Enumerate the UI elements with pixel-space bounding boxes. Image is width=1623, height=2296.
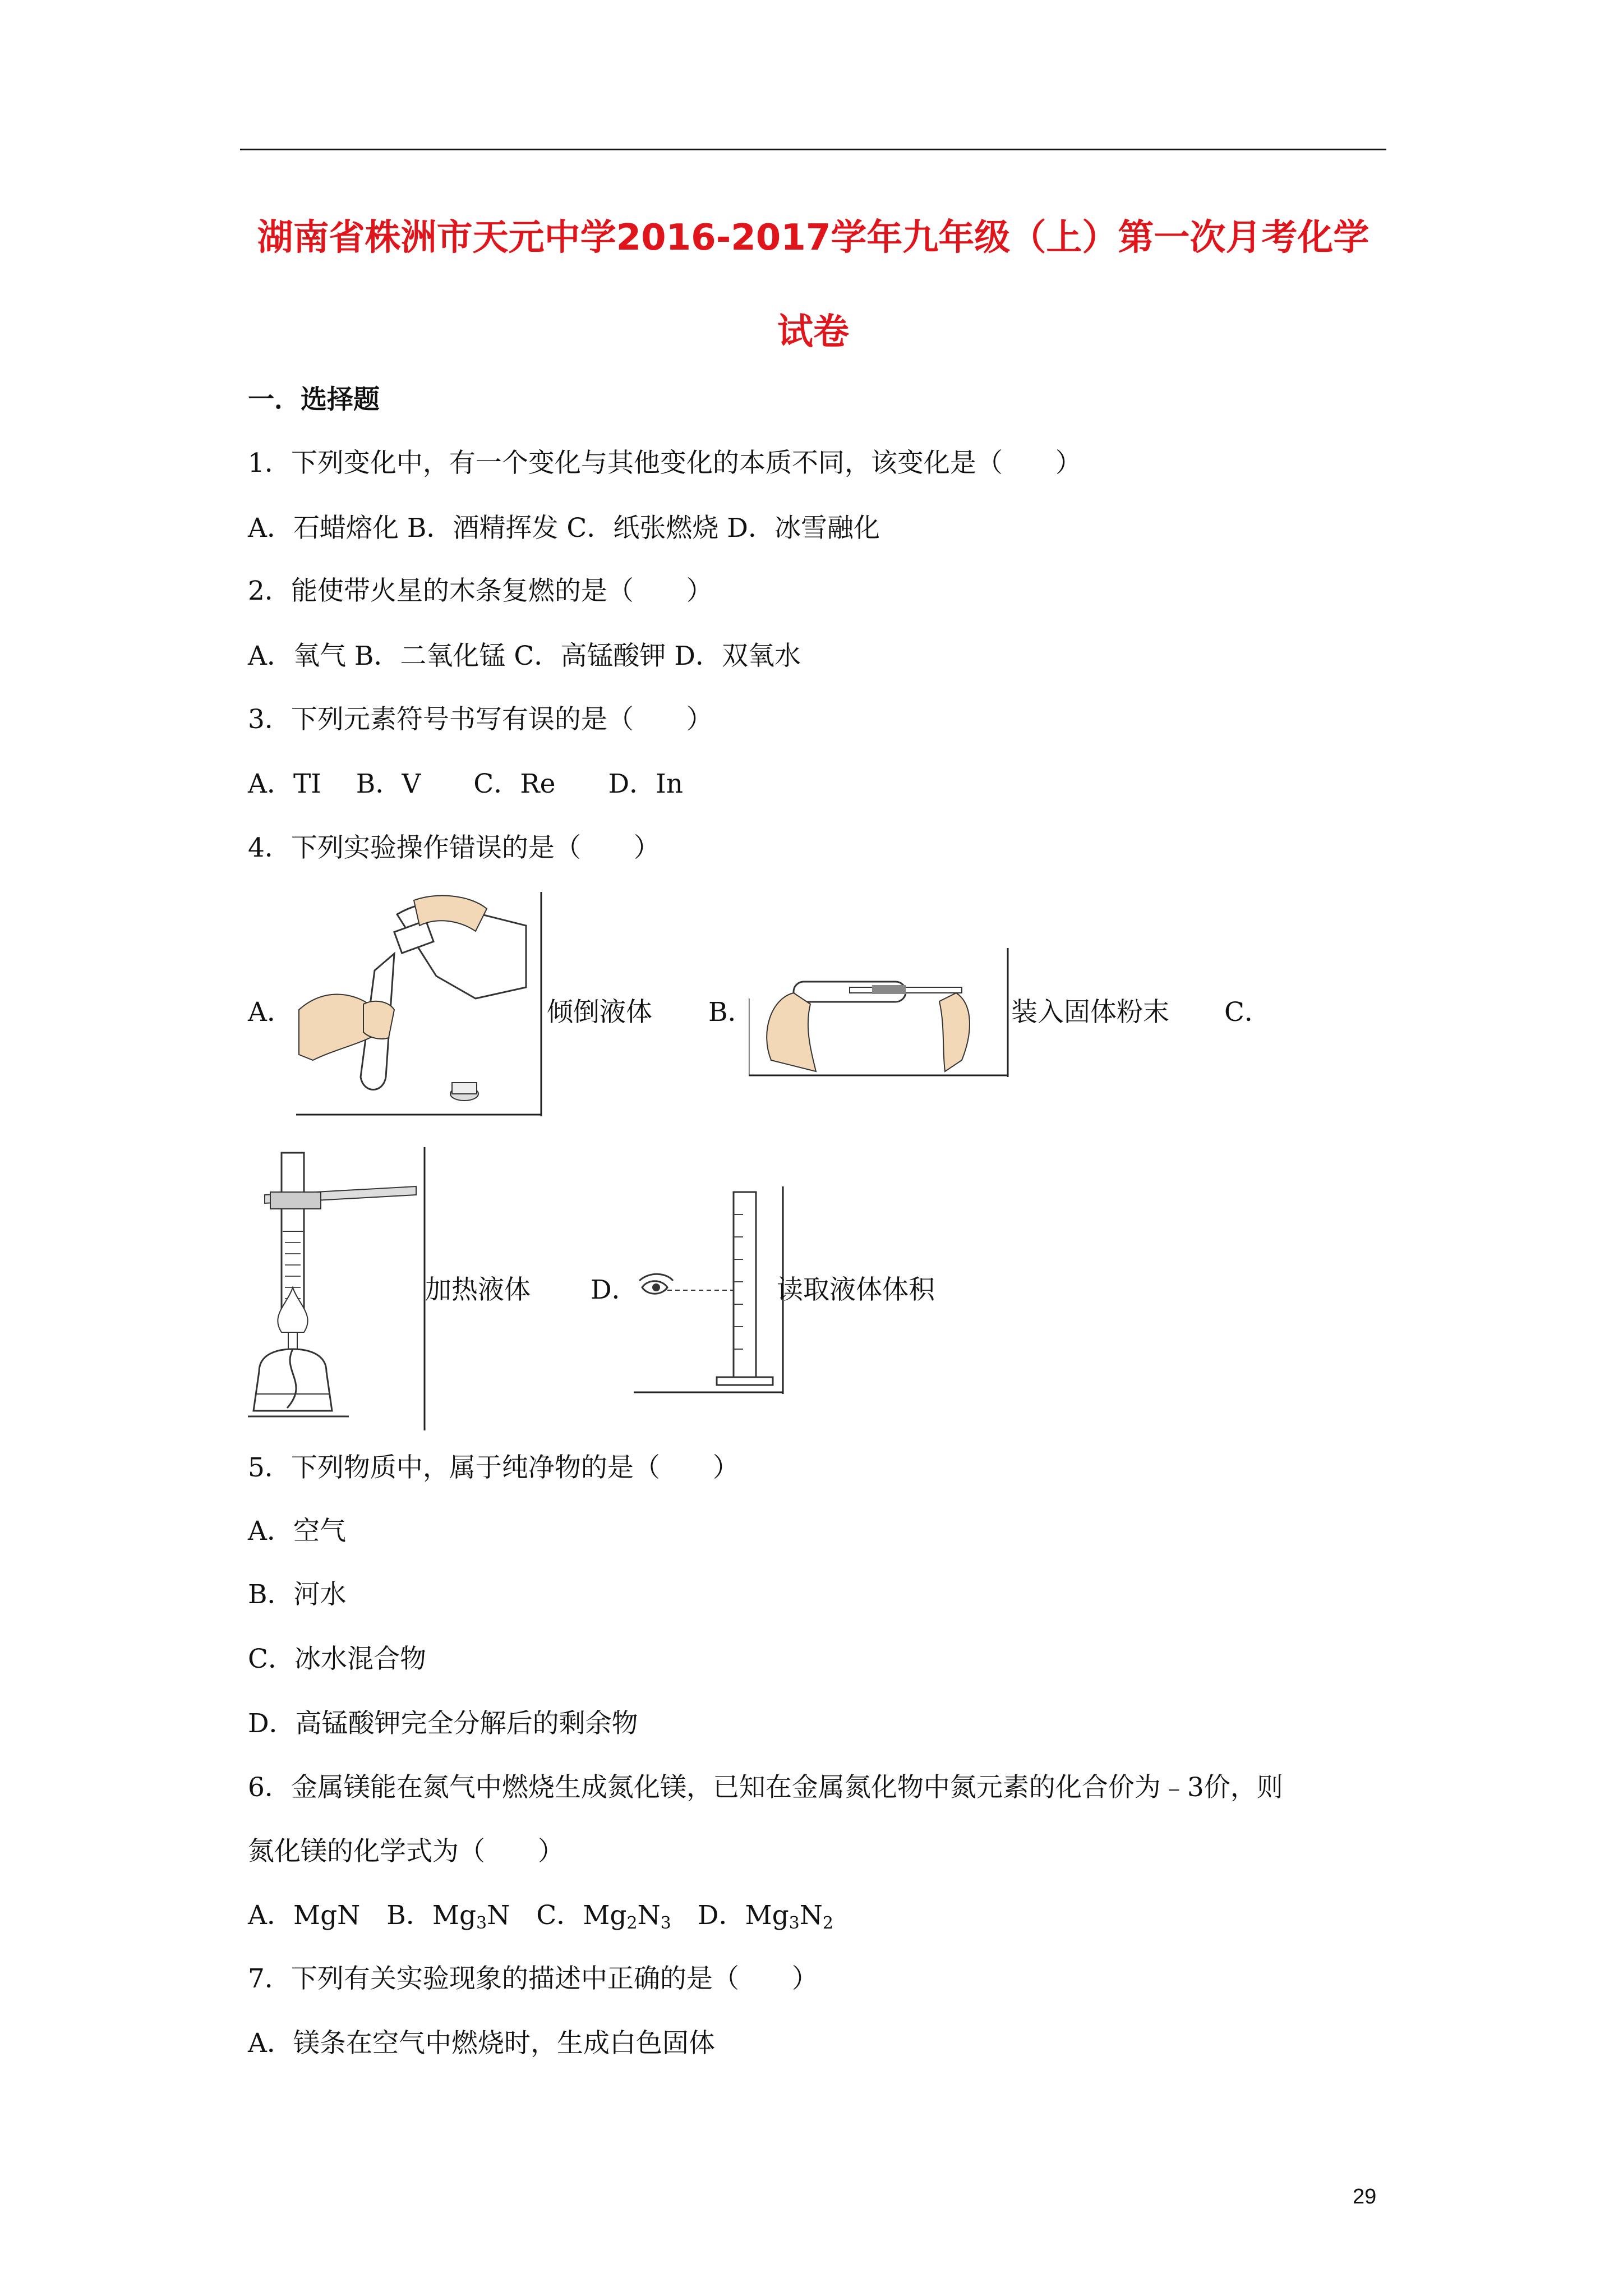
question-5-option-c: C．冰水混合物	[248, 1644, 426, 1674]
option-b-label: 装入固体粉末	[1011, 997, 1169, 1028]
question-3-options: A．TI B．V C．Re D．In	[248, 769, 683, 799]
page-number: 29	[1353, 2185, 1377, 2208]
question-5-option-d: D．高锰酸钾完全分解后的剩余物	[248, 1708, 638, 1739]
question-6-stem-line2: 氮化镁的化学式为（ ）	[248, 1836, 564, 1867]
section-heading: 一．选择题	[248, 384, 380, 415]
option-d-letter: D．	[591, 1274, 638, 1305]
heating-liquid-figure	[248, 1147, 427, 1430]
paper-title-line1: 湖南省株洲市天元中学2016-2017学年九年级（上）第一次月考化学	[257, 217, 1370, 259]
question-2-options: A．氧气 B．二氧化锰 C．高锰酸钾 D．双氧水	[248, 641, 801, 671]
question-1-stem: 1．下列变化中，有一个变化与其他变化的本质不同，该变化是（ ）	[248, 448, 1082, 478]
header-rule	[240, 149, 1386, 150]
question-7-option-a: A．镁条在空气中燃烧时，生成白色固体	[248, 2028, 715, 2059]
question-5-option-b: B．河水	[248, 1579, 347, 1610]
option-d-label: 读取液体体积	[777, 1274, 935, 1305]
question-2-stem: 2．能使带火星的木条复燃的是（ ）	[248, 576, 713, 606]
reading-volume-figure	[634, 1186, 785, 1394]
question-6-options: A．MgN B．$Mg_3N$ C．$Mg_2N_3$ D．$Mg_3N_2$	[248, 1900, 833, 1933]
option-a-letter: A．	[248, 997, 293, 1028]
question-6-stem-line1: 6．金属镁能在氮气中燃烧生成氮化镁，已知在金属氮化物中氮元素的化合价为﹣3价，则	[248, 1772, 1283, 1803]
question-1-options: A．石蜡熔化 B．酒精挥发 C．纸张燃烧 D．冰雪融化	[248, 513, 880, 544]
question-5-stem: 5．下列物质中，属于纯净物的是（ ）	[248, 1452, 739, 1483]
paper-title-line2: 试卷	[777, 311, 849, 353]
question-5-option-a: A．空气	[248, 1516, 346, 1547]
option-c-label: 加热液体	[425, 1274, 531, 1305]
option-a-label: 倾倒液体	[547, 997, 652, 1028]
option-c-letter: C．	[1224, 997, 1271, 1028]
question-3-stem: 3．下列元素符号书写有误的是（ ）	[248, 704, 713, 735]
pouring-liquid-figure	[291, 892, 543, 1116]
question-4-stem: 4．下列实验操作错误的是（ ）	[248, 832, 660, 863]
option-b-letter: B．	[708, 997, 754, 1028]
loading-powder-figure	[749, 948, 1009, 1077]
question-7-stem: 7．下列有关实验现象的描述中正确的是（ ）	[248, 1963, 818, 1994]
